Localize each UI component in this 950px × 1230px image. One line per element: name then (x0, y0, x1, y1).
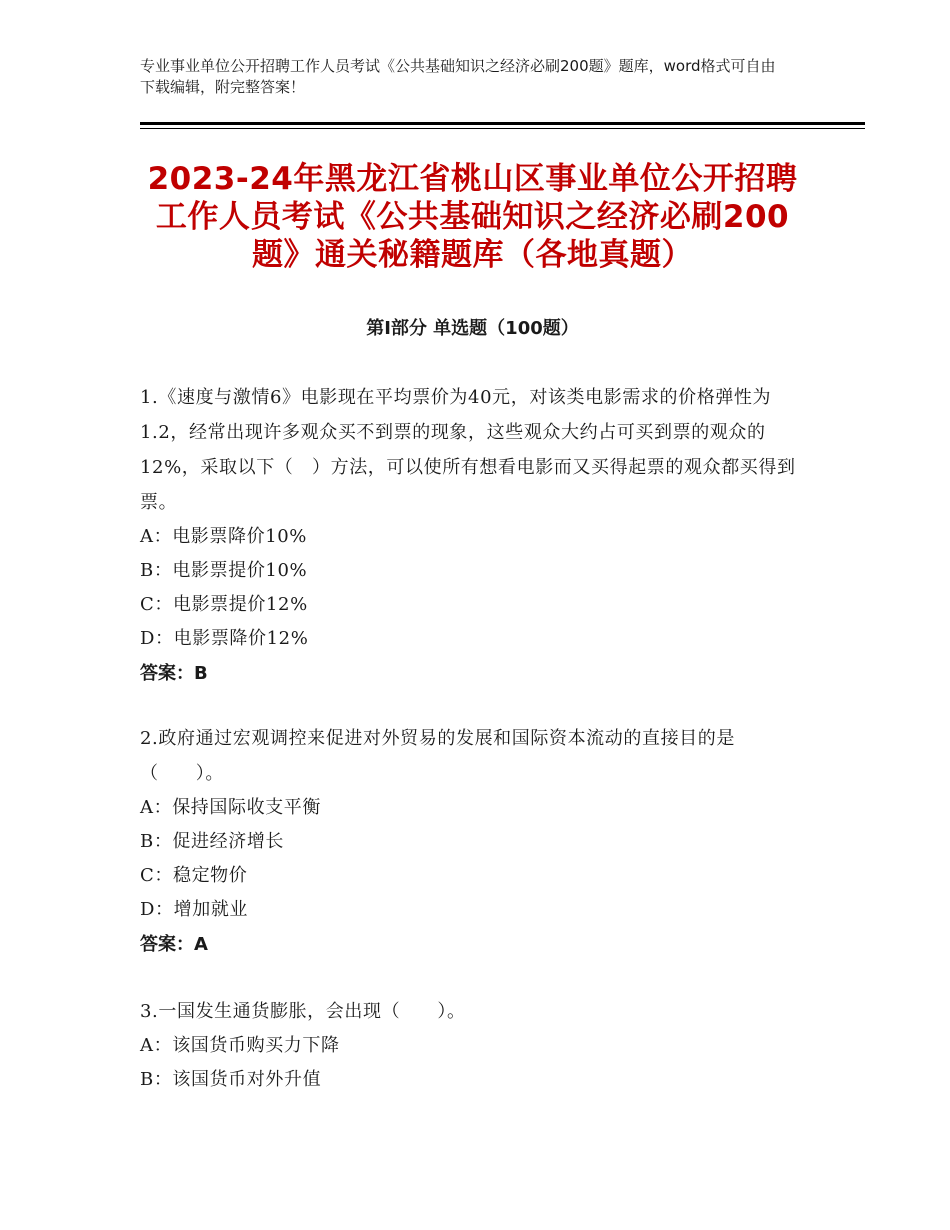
option-d: D：增加就业 (140, 899, 249, 920)
question-stem: 3.一国发生通货膨胀，会出现（ ）。 (140, 1001, 466, 1022)
option-d: D：电影票降价12% (140, 628, 309, 649)
section-heading: 第Ⅰ部分 单选题（100题） (366, 318, 579, 339)
question-1 (140, 380, 810, 692)
option-b: B：电影票提价10% (140, 560, 308, 581)
answer: 答案：A (140, 934, 208, 955)
header-note: 专业事业单位公开招聘工作人员考试《公共基础知识之经济必刷200题》题库，word格式可自由下载编辑，附完整答案！ (140, 57, 776, 96)
option-c: C：稳定物价 (140, 865, 248, 886)
option-a: A：保持国际收支平衡 (140, 797, 321, 818)
option-b: B：该国货币对外升值 (140, 1069, 322, 1090)
question-2 (140, 721, 810, 963)
option-a: A：该国货币购买力下降 (140, 1035, 340, 1056)
question-3 (140, 994, 810, 1097)
header-rule-thick (140, 122, 865, 125)
option-b: B：促进经济增长 (140, 831, 285, 852)
document-title: 2023-24年黑龙江省桃山区事业单位公开招聘工作人员考试《公共基础知识之经济必刷200题》通关秘籍题库（各地真题） (147, 161, 798, 273)
option-a: A：电影票降价10% (140, 526, 308, 547)
question-stem: 1.《速度与激情6》电影现在平均票价为40元，对该类电影需求的价格弹性为1.2，经常出现许多观众买不到票的现象，这些观众大约占可买到票的观众的12%，采取以下（ ）方法，可以使所有想看电影而又买得起票的观众都买得到票。 (140, 387, 796, 513)
header-rule-thin (140, 128, 865, 129)
answer: 答案：B (140, 663, 208, 684)
option-c: C：电影票提价12% (140, 594, 308, 615)
question-stem: 2.政府通过宏观调控来促进对外贸易的发展和国际资本流动的直接目的是（ ）。 (140, 728, 735, 784)
